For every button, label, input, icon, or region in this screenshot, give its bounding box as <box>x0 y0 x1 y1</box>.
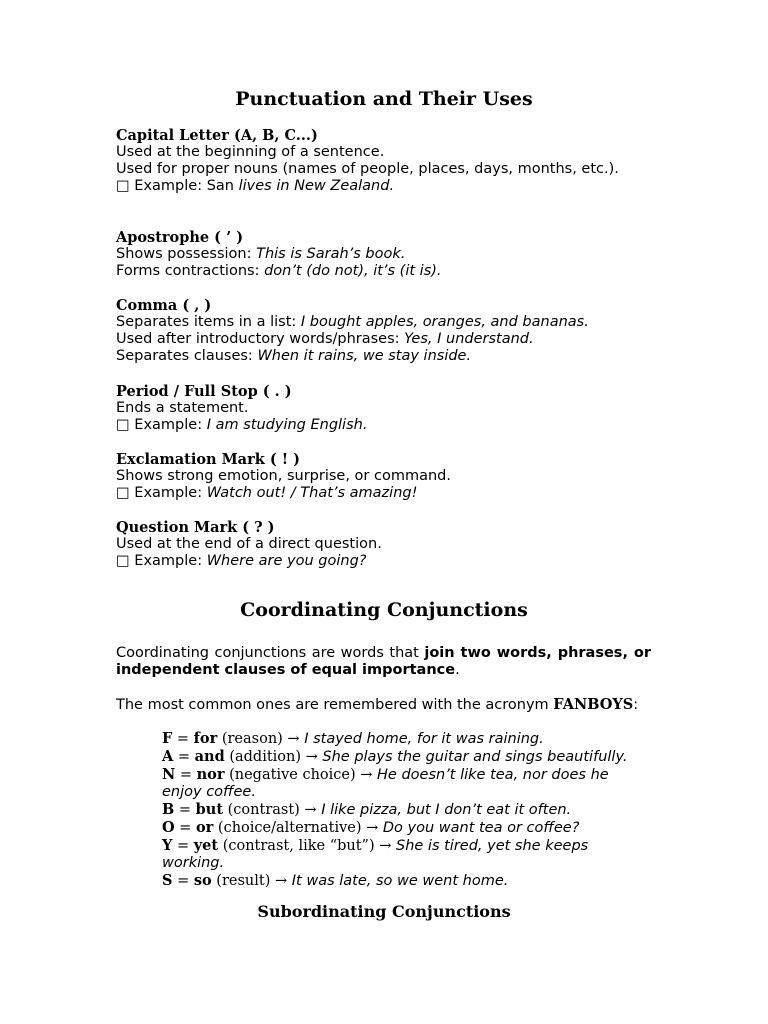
example-label: □ Example: San <box>116 178 234 194</box>
section-exclamation <box>116 451 651 502</box>
section-title: Apostrophe ( ’ ) <box>116 229 244 246</box>
fanboys-letter: Y <box>162 837 173 854</box>
text-prefix: Shows possession: <box>116 246 257 262</box>
equals-sign: = <box>174 802 196 818</box>
fanboys-item <box>162 872 651 890</box>
section-text: Shows strong emotion, surprise, or command. <box>116 468 451 484</box>
example-text: I bought apples, oranges, and bananas. <box>300 314 589 330</box>
section-text: Used at the end of a direct question. <box>116 536 382 552</box>
text-prefix: Separates clauses: <box>116 348 258 364</box>
section-title: Period / Full Stop ( . ) <box>116 383 292 400</box>
page-title: Punctuation and Their Uses <box>235 88 533 110</box>
section-text <box>116 314 651 331</box>
fanboys-letter: B <box>162 801 175 818</box>
section-title: Capital Letter (A, B, C...) <box>116 127 318 144</box>
section-text <box>116 246 651 263</box>
intro-text: The most common ones are remembered with the acronym <box>116 697 554 713</box>
intro-text: Coordinating conjunctions are words that <box>116 645 425 661</box>
section-comma <box>116 297 651 365</box>
example-text: He doesn’t like tea, nor does he enjoy coffee. <box>162 767 609 800</box>
equals-sign: = <box>172 731 194 747</box>
conjunction-word: yet <box>193 837 219 854</box>
intro-suffix: . <box>455 662 460 678</box>
intro-paragraph <box>116 645 651 679</box>
example-line <box>116 553 651 570</box>
fanboys-letter: A <box>162 748 174 765</box>
fanboys-item <box>162 801 651 819</box>
fanboys-item <box>162 748 651 766</box>
equals-sign: = <box>175 767 197 783</box>
conjunction-word: and <box>194 748 225 765</box>
fanboys-list <box>162 730 651 890</box>
conjunction-desc: (choice/alternative) → <box>213 820 383 836</box>
example-text: I like pizza, but I don’t eat it often. <box>321 802 572 818</box>
conjunction-word: but <box>195 801 224 818</box>
conjunction-desc: (contrast, like “but”) → <box>218 838 396 854</box>
conjunction-word: so <box>193 872 212 889</box>
equals-sign: = <box>172 873 194 889</box>
example-text: don’t (do not), it’s (it is). <box>264 263 442 279</box>
example-text: I am studying English. <box>206 417 368 433</box>
conjunction-word: for <box>193 730 218 747</box>
example-text: She plays the guitar and sings beautifully. <box>322 749 628 765</box>
example-text: This is Sarah’s book. <box>256 246 406 262</box>
example-text: Yes, I understand. <box>404 331 534 347</box>
example-line <box>116 485 651 502</box>
conjunction-desc: (addition) → <box>224 749 323 765</box>
text-prefix: Separates items in a list: <box>116 314 301 330</box>
section-text: Ends a statement. <box>116 400 249 416</box>
example-label: □ Example: <box>116 553 207 569</box>
fanboys-item <box>162 837 651 872</box>
equals-sign: = <box>174 820 197 836</box>
example-text: lives in New Zealand. <box>234 178 395 194</box>
section-text <box>116 348 651 365</box>
conjunction-desc: (contrast) → <box>223 802 322 818</box>
section-text <box>116 263 651 280</box>
example-label: □ Example: <box>116 417 207 433</box>
fanboys-paragraph <box>116 696 651 714</box>
conjunction-word: nor <box>196 766 225 783</box>
section-apostrophe <box>116 229 651 280</box>
conjunction-desc: (result) → <box>211 873 292 889</box>
conjunction-word: or <box>196 819 214 836</box>
section-text <box>116 331 651 348</box>
fanboys-letter: N <box>162 766 176 783</box>
conjunction-desc: (negative choice) → <box>224 767 378 783</box>
example-line <box>116 417 651 434</box>
conjunction-desc: (reason) → <box>217 731 305 747</box>
equals-sign: = <box>173 749 195 765</box>
example-text: Where are you going? <box>206 553 367 569</box>
example-text: I stayed home, for it was raining. <box>304 731 544 747</box>
equals-sign: = <box>172 838 194 854</box>
intro-suffix: : <box>633 697 639 713</box>
example-text: When it rains, we stay inside. <box>257 348 472 364</box>
section-text: Used at the beginning of a sentence. <box>116 144 385 160</box>
example-line <box>116 178 651 195</box>
fanboys-letter: F <box>162 730 173 747</box>
example-text: Watch out! / That’s amazing! <box>206 485 418 501</box>
example-label: □ Example: <box>116 485 207 501</box>
fanboys-item <box>162 819 651 837</box>
section-title: Question Mark ( ? ) <box>116 519 275 536</box>
fanboys-letter: S <box>162 872 173 889</box>
fanboys-item <box>162 730 651 748</box>
fanboys-item <box>162 766 651 801</box>
section-capital-letter <box>116 127 651 195</box>
section-text: Used for proper nouns (names of people, places, days, months, etc.). <box>116 161 619 177</box>
example-text: Do you want tea or coffee? <box>382 820 580 836</box>
fanboys-letter: O <box>162 819 175 836</box>
fanboys-acronym: FANBOYS <box>553 696 634 713</box>
coordinating-conjunctions-heading: Coordinating Conjunctions <box>240 599 528 621</box>
section-question <box>116 519 651 570</box>
subordinating-conjunctions-heading: Subordinating Conjunctions <box>257 902 511 921</box>
section-title: Exclamation Mark ( ! ) <box>116 451 300 468</box>
section-period <box>116 383 651 434</box>
intro-bold: join two words, phrases, or independent clauses of equal importance <box>116 645 651 678</box>
text-prefix: Forms contractions: <box>116 263 265 279</box>
example-text: It was late, so we went home. <box>291 873 509 889</box>
example-text: She is tired, yet she keeps working. <box>162 838 589 871</box>
text-prefix: Used after introductory words/phrases: <box>116 331 405 347</box>
section-title: Comma ( , ) <box>116 297 212 314</box>
